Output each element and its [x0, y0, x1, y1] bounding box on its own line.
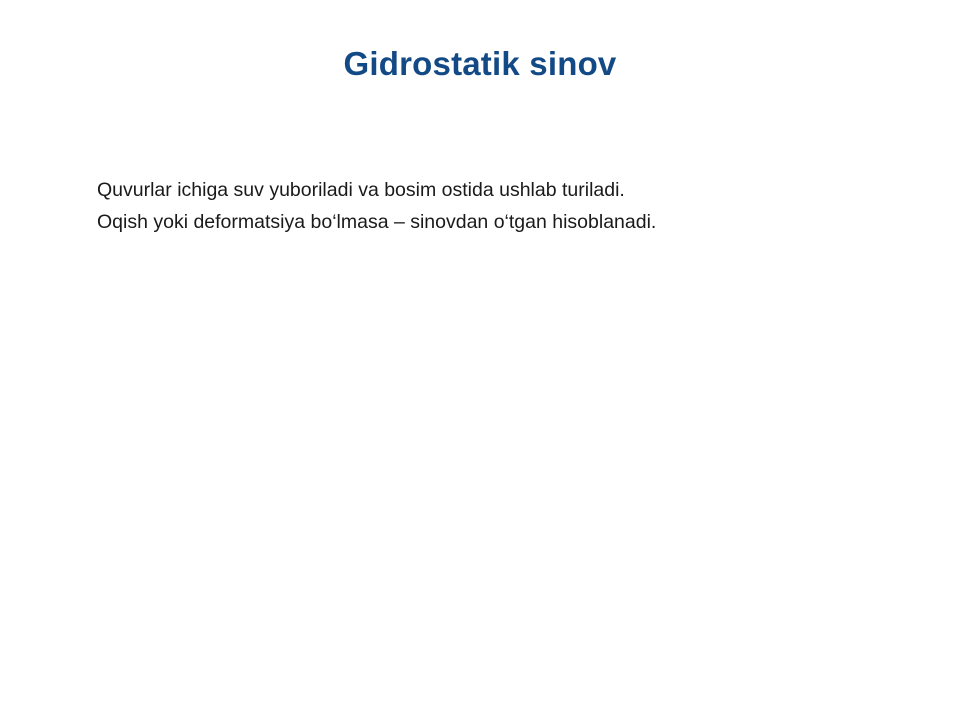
body-line-1: Quvurlar ichiga suv yuboriladi va bosim ostida ushlab turiladi. [97, 179, 625, 201]
slide-body-text [97, 175, 897, 238]
body-line-2: Oqish yoki deformatsiya bo‘lmasa – sinovdan o‘tgan hisoblanadi. [97, 210, 657, 233]
page-title: Gidrostatik sinov [343, 45, 617, 82]
